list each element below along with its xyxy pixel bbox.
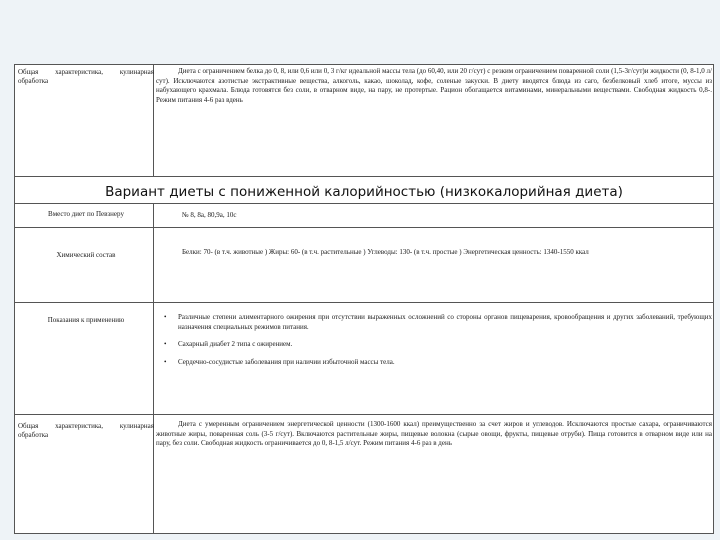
table-border-right (713, 64, 714, 534)
list-item-text: Различные степени алиментарного ожирения при отсутствии выраженных осложнений со стороны органов пищеварения, кровообращения и других заболеваний, требующих назначения специальных режимов питания. (178, 313, 712, 331)
section-title: Вариант диеты с пониженной калорийностью (низкокалорийная диета) (105, 184, 623, 200)
row-divider-4 (14, 414, 714, 415)
bullet-icon: • (164, 313, 167, 321)
section-divider-top (14, 176, 714, 177)
list-item-text: Сахарный диабет 2 типа с ожирением. (178, 340, 293, 348)
list-item-text: Сердечно-сосудистые заболевания при наличии избыточной массы тела. (178, 357, 395, 366)
list-item (146, 340, 712, 350)
row-divider-2 (14, 227, 714, 228)
row4-label: Показания к применению (47, 316, 125, 324)
section-divider-bottom (14, 203, 714, 204)
row-divider-3 (14, 302, 714, 303)
table-border-top (14, 64, 714, 65)
table-border-bottom (14, 533, 714, 534)
bullet-icon: • (164, 357, 167, 366)
row2-label: Вместо диет по Певзнеру (48, 210, 124, 218)
row2-text: № 8, 8а, 80,9а, 10с (182, 211, 237, 219)
list-item (146, 358, 712, 368)
document-page (14, 64, 714, 534)
row5-text: Диета с умеренным ограничением энергетической ценности (1300-1600 ккал) преимущественно за счет жиров и углеводов. Исключаются простые сахара, ограничиваются животные жиры, поваренная соль (3-5 г/сут). Включаются растительные жиры, пищевые волокна (сырые овощи, фрукты, пищевые отруби). Пища готовится в отварном виде или на пару, без соли. Свободная жидкость ограничивается до 0, 8-1,5 л/сут. Режим питания 4-6 раз в день (156, 420, 712, 447)
row3-label: Химический состав (56, 251, 116, 259)
row3-text: Белки: 70- (в т.ч. животные ) Жиры: 60- (в т.ч. растительные ) Углеводы: 130- (в т.ч. простые ) Энергетическая ценность: 1340-1550 ккал (182, 248, 589, 256)
row5-label: Общая характеристика, кулинарная обработка (18, 422, 154, 439)
row1-label: Общая характеристика, кулинарная обработка (18, 68, 154, 85)
table-border-left (14, 64, 15, 534)
indications-list (146, 313, 712, 367)
list-item (146, 313, 712, 332)
bullet-icon: • (164, 340, 167, 348)
row1-text: Диета с ограничением белка до 0, 8, или 0,6 или 0, 3 г/кг идеальной массы тела (до 60,40, или 20 г/сут) с резким ограничением поваренной соли (1,5-3г/сут)и жидкости (0, 8-1,0 л/сут). Исключаются азотистые экстрактивные вещества, алкоголь, какао, шоколад, кофе, соленые закуски. В диету вводятся блюда из саго, безбелковый хлеб итоге, муссы из набухающего крахмала. Блюда готовятся без соли, в отварном виде, на пару, не протертые. Рацион обогащается витаминами, минеральными веществами. Свободная жидкость 0,8-. Режим питания 4-6 раз вдень (156, 67, 712, 104)
